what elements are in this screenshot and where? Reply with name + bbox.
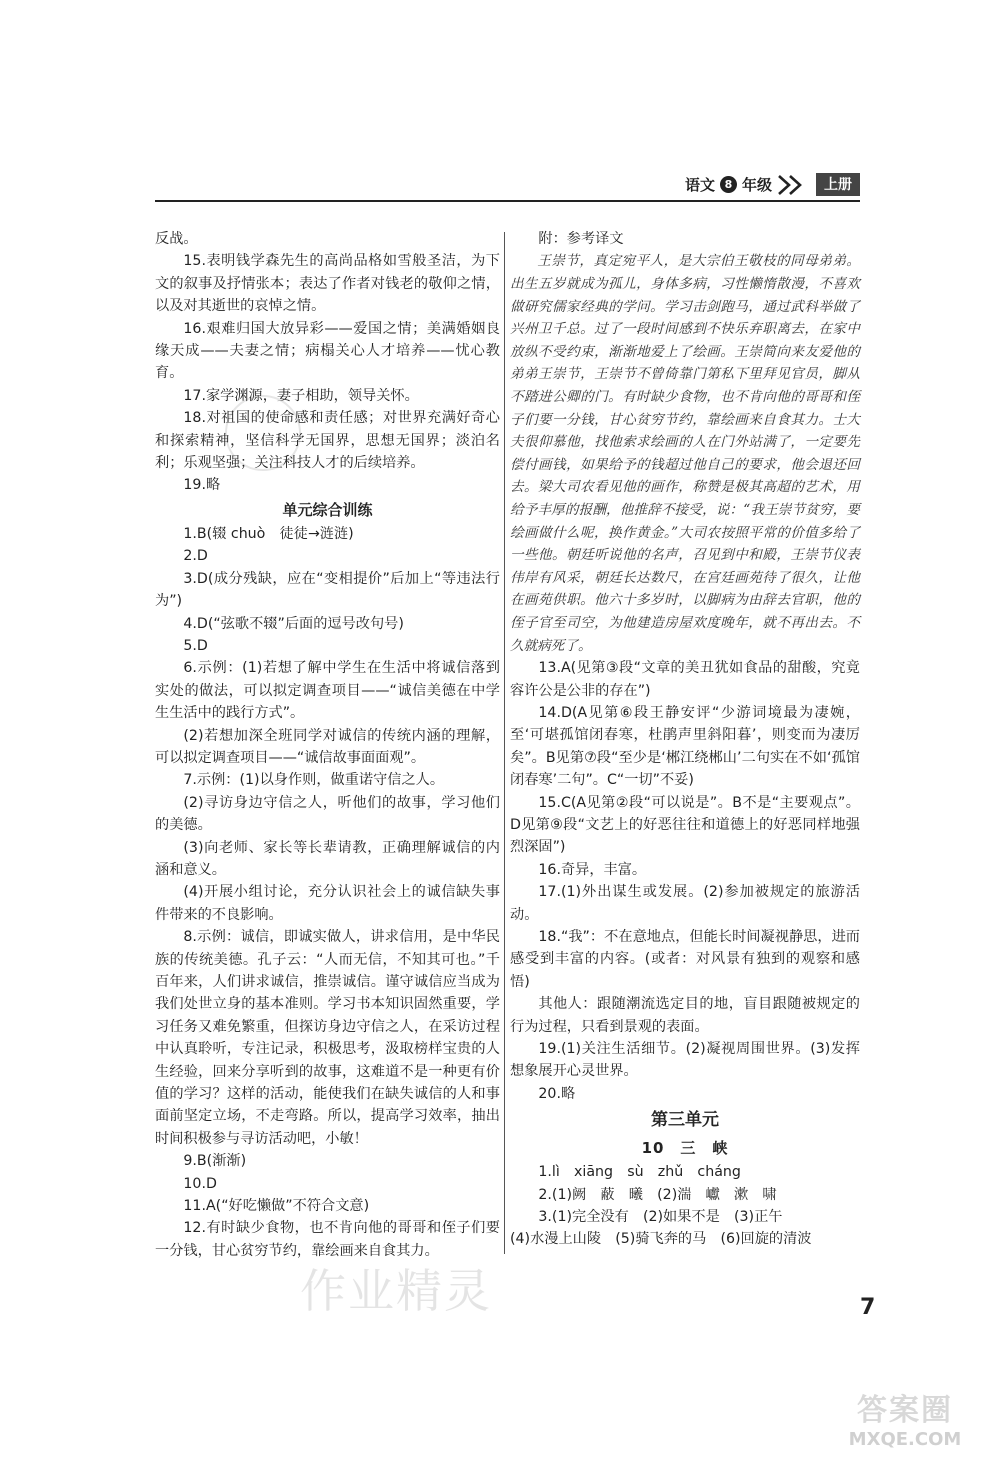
- answer-item: 1.B(辍 chuò 徒徒→涟涟): [183, 525, 354, 542]
- watermark-site: MXQE.COM: [848, 1429, 962, 1450]
- appendix-title: 附：参考译文: [538, 231, 624, 247]
- answer-item: 17.(1)外出谋生或发展。(2)参加被规定的旅游活动。: [510, 884, 860, 923]
- answer-item: 14.D(A见第⑥段王静安评“少游词境最为凄婉，至‘可堪孤馆闭春寒，杜鹃声里斜阳暮’，则变而为凄厉矣”。B见第⑦段“至少是‘郴江绕郴山’二句实在不如‘孤馆闭春寒’二句”。C“一切”不妥): [510, 704, 860, 789]
- answer-item: 9.B(渐渐): [183, 1153, 247, 1170]
- answer-item: 7.示例：(1)以身作则，做重诺守信之人。: [183, 772, 445, 789]
- header-label-group: [685, 173, 860, 196]
- answer-item: (4)水漫上山陵 (5)骑飞奔的马 (6)回旋的清波: [510, 1231, 812, 1248]
- watermark-logo-text: 答案圈: [857, 1393, 953, 1428]
- answer-item: (3)向老师、家长等长辈请教，正确理解诚信的内涵和意义。: [155, 839, 500, 878]
- page-header: [155, 150, 860, 202]
- answer-item: 8.示例：诚信，即诚实做人，讲求信用，是中华民族的传统美德。孔子云：“人而无信，不知其可也。”千百年来，人们讲求诚信，推崇诚信。谨守诚信应当成为我们处世立身的基本准则。学习书本知识固然重要，学习任务又难免繁重，但探访身边守信之人，在采访过程中认真聆听，专注记录，积极思考，汲取榜样宝贵的人生经验，回来分享听到的故事，这难道不是一种更有价值的学习？这样的活动，能使我们在缺失诚信的人和事面前坚定立场，不走弯路。所以，提高学习效率，抽出时间积极参与寻访活动吧，小敏！: [155, 929, 500, 1147]
- answer-item: 1.lì xiāng sù zhǔ cháng: [538, 1164, 741, 1181]
- answer-item: 19.(1)关注生活细节。(2)凝视周围世界。(3)发挥想象展开心灵世界。: [510, 1041, 860, 1080]
- header-rule: [155, 200, 860, 202]
- answer-paragraph: 15.表明钱学森先生的高尚品格如雪般圣洁，为下文的叙事及抒情张本；表达了作者对钱老的敬仰之情，以及对其逝世的哀悼之情。: [155, 253, 500, 315]
- answer-item: 5.D: [183, 637, 208, 654]
- grade-number-badge: 8: [720, 176, 737, 193]
- right-column: [510, 228, 860, 1251]
- lesson-title: 10 三 峡: [641, 1139, 729, 1158]
- grade-suffix-label: 年级: [741, 176, 772, 194]
- answer-item: 11.A(“好吃懒做”不符合文意): [183, 1198, 370, 1215]
- answer-paragraph: 反战。: [155, 231, 198, 247]
- answer-item: 10.D: [183, 1175, 217, 1192]
- left-column: [155, 228, 500, 1262]
- answer-item: 其他人：跟随潮流选定目的地，盲目跟随被规定的行为过程，只看到景观的表面。: [510, 996, 860, 1035]
- answer-item: (2)寻访身边守信之人，听他们的故事，学习他们的美德。: [155, 794, 500, 834]
- answer-paragraph: 19.略: [183, 477, 221, 494]
- unit-title: 第三单元: [651, 1110, 719, 1131]
- answer-paragraph: 18.对祖国的使命感和责任感；对世界充满好奇心和探索精神，坚信科学无国界，思想无国界；淡泊名利；乐观坚强；关注科技人才的后续培养。: [155, 410, 500, 472]
- answer-item: 12.有时缺少食物，也不肯向他的哥哥和侄子们要一分钱，甘心贫穷节约，靠绘画来自食其力。: [155, 1220, 500, 1259]
- answer-item: 2.(1)阙 蔽 曦 (2)湍 巘 漱 啸: [538, 1186, 777, 1203]
- volume-label: 上册: [816, 173, 860, 196]
- answer-item: 20.略: [538, 1085, 576, 1102]
- translation-text: 王崇节，真定宛平人，是大宗伯王敬枝的同母弟弟。出生五岁就成为孤儿，身体多病，习性懒惰散漫，不喜欢做研究儒家经典的学问。学习击剑跑马，通过武科举做了兴州卫千总。过了一段时间感到不快乐弃职离去，在家中放纵不受约束，渐渐地爱上了绘画。王崇简向来友爱他的弟弟王崇节，王崇节不曾倚靠门第私下里拜见官员，脚从不踏进公卿的门。有时缺少食物，也不肯向他的哥哥和侄子们要一分钱，甘心贫穷节约，靠绘画来自食其力。士大夫很仰慕他，找他索求绘画的人在门外站满了，一定要先偿付画钱，如果给予的钱超过他自己的要求，他会退还回去。梁大司农看见他的画作，称赞是极其高超的艺术，用给予丰厚的报酬，他推辞不接受，说：“我王崇节贫穷，要绘画做什么呢，换作黄金。”大司农按照平常的价值多给了一些他。朝廷听说他的名声，召见到中和殿，王崇节仪表伟岸有风采，朝廷长达数尺，在宫廷画苑待了很久，让他在画苑供职。他六十多岁时，以脚病为由辞去官职，他的侄子官至司空，为他建造房屋欢度晚年，就不再出去。不久就病死了。: [510, 253, 860, 654]
- answer-item: 4.D(“弦歌不辍”后面的逗号改句号): [183, 615, 404, 632]
- answer-item: 16.奇异，丰富。: [538, 861, 647, 878]
- answer-paragraph: 16.艰难归国大放异彩——爱国之情；美满婚姻良缘天成——夫妻之情；病榻关心人才培养——忧心教育。: [155, 320, 500, 382]
- answer-paragraph: 17.家学渊源，妻子相助，领导关怀。: [183, 387, 419, 404]
- subject-label: 语文: [684, 176, 715, 194]
- answer-item: 3.D(成分残缺，应在“变相提价”后加上“等违法行为”): [155, 570, 500, 610]
- answer-item: 2.D: [183, 548, 208, 565]
- answer-item: 15.C(A见第②段“可以说是”。B不是“主要观点”。D见第⑨段“文艺上的好恶往往和道德上的好恶同样地强烈深固”): [510, 794, 860, 856]
- answer-item: (2)若想加深全班同学对诚信的传统内涵的理解，可以拟定调查项目——“诚信故事面面观”。: [155, 727, 500, 766]
- watermark-text: 作业精灵: [300, 1264, 492, 1318]
- answer-item: 18.“我”：不在意地点，但能长时间凝视静思，进而感受到丰富的内容。(或者：对风景有独到的观察和感悟): [510, 928, 860, 990]
- page-number: 7: [860, 1295, 876, 1320]
- answer-item: 3.(1)完全没有 (2)如果不是 (3)正午: [538, 1209, 783, 1226]
- section-title: 单元综合训练: [282, 500, 373, 519]
- double-chevron-icon: [776, 174, 810, 196]
- watermark-logo: [820, 1385, 990, 1465]
- answer-item: 13.A(见第③段“文章的美丑犹如食品的甜酸，究竟容许公是公非的存在”): [510, 660, 860, 699]
- column-divider: [504, 232, 505, 1254]
- answer-item: 6.示例：(1)若想了解中学生在生活中将诚信落到实处的做法，可以拟定调查项目——“诚信美德在中学生生活中的践行方式”。: [155, 660, 500, 722]
- answer-item: (4)开展小组讨论，充分认识社会上的诚信缺失事件带来的不良影响。: [155, 884, 500, 923]
